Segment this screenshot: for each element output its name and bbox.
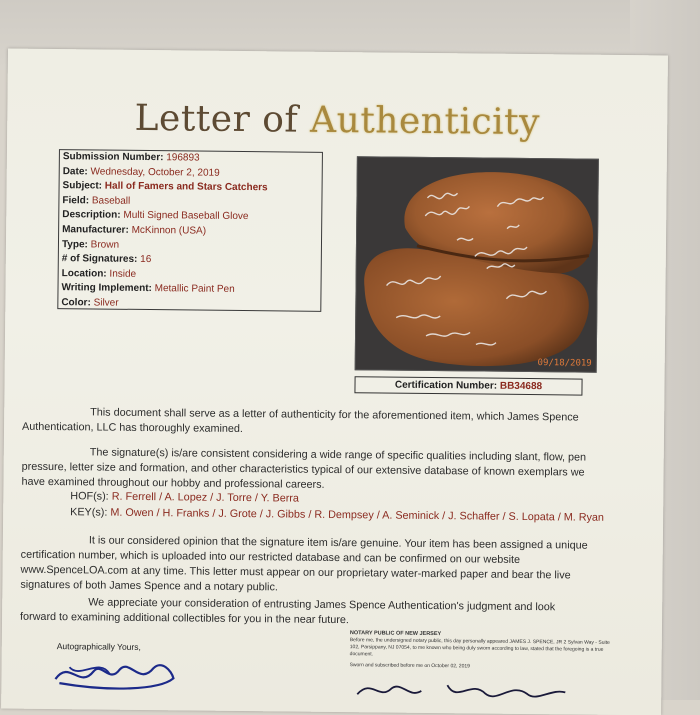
detail-value: 196893 bbox=[166, 152, 200, 164]
paragraph-line: We appreciate your consideration of entrusting James Spence Authentication's judgment and look bbox=[88, 596, 556, 614]
detail-label: Manufacturer: bbox=[62, 224, 129, 236]
hof-value: R. Ferrell / A. Lopez / J. Torre / Y. Berra bbox=[111, 490, 300, 505]
detail-label: Date: bbox=[62, 165, 88, 177]
paragraph-line: Authentication, LLC has thoroughly examined. bbox=[21, 420, 244, 436]
paragraph-2 bbox=[21, 445, 621, 496]
paragraph-line: This document shall serve as a letter of authenticity for the aforementioned item, which James Spence bbox=[90, 406, 579, 424]
title-part2: Authenticity bbox=[309, 99, 541, 144]
detail-label: Subject: bbox=[62, 180, 103, 192]
paragraph-line: forward to examining additional collectibles for you in the near future. bbox=[20, 610, 350, 627]
title-part1: Letter of bbox=[134, 97, 311, 141]
paragraph-1 bbox=[22, 405, 622, 441]
detail-label: Submission Number: bbox=[62, 151, 164, 164]
detail-value: Silver bbox=[93, 297, 119, 309]
paragraph-line: www.SpenceLOA.com at any time. This letter must appear on our proprietary water-marked paper and bear the live bbox=[20, 563, 571, 582]
detail-value: Multi Signed Baseball Glove bbox=[123, 210, 249, 223]
notary-block bbox=[350, 630, 620, 672]
notary-text: Before me, the undersigned notary public, this day personally appeared JAMES J. SPENCE, JR 2 Sylvan Way - Suite 102, Parsippany, NJ 07054, to me known who being duly sworn according to law, stated that the foregoing is a true document. bbox=[349, 637, 610, 658]
certification-number-box bbox=[354, 376, 582, 395]
closing-text: Autographically Yours, bbox=[56, 641, 141, 652]
paragraph-line: pressure, letter size and formation, and other characteristics typical of our extensive database of known exemplars we bbox=[21, 460, 585, 479]
certification-value: BB34688 bbox=[499, 380, 543, 393]
certification-label: Certification Number: bbox=[394, 379, 498, 392]
glove-photo bbox=[355, 156, 599, 373]
detail-label: Color: bbox=[61, 297, 91, 309]
letter-title bbox=[7, 97, 667, 145]
detail-label: Field: bbox=[62, 194, 90, 207]
notary-sworn: Sworn and subscribed before me on October 02, 2019 bbox=[349, 662, 470, 670]
paragraph-4 bbox=[20, 595, 620, 631]
key-label: KEY(s): bbox=[70, 506, 108, 519]
detail-value: Hall of Famers and Stars Catchers bbox=[104, 180, 268, 194]
submission-details-box bbox=[57, 149, 323, 312]
detail-label: Description: bbox=[62, 209, 121, 222]
paragraph-line: have examined throughout our hobby and professional careers. bbox=[21, 475, 325, 491]
notary-heading: NOTARY PUBLIC OF NEW JERSEY bbox=[349, 630, 442, 638]
detail-label: Writing Implement: bbox=[61, 282, 152, 295]
paragraph-line: signatures of both James Spence and a notary public. bbox=[20, 578, 278, 594]
detail-value: 16 bbox=[140, 254, 152, 266]
hof-line bbox=[70, 490, 299, 504]
paragraph-line: It is our considered opinion that the signature item is/are genuine. Your item has been assigned a unique bbox=[88, 534, 588, 552]
detail-label: Type: bbox=[61, 238, 88, 250]
key-value: M. Owen / H. Franks / J. Grote / J. Gibbs / R. Dempsey / A. Seminick / J. Schaffer / S. Lopata / M. Ryan bbox=[110, 506, 605, 524]
detail-value: Wednesday, October 2, 2019 bbox=[90, 166, 220, 179]
photo-date-stamp: 09/18/2019 bbox=[537, 358, 592, 369]
detail-value: Baseball bbox=[91, 195, 131, 207]
hof-label: HOF(s): bbox=[70, 490, 109, 503]
notary-signature bbox=[351, 674, 571, 706]
detail-label: # of Signatures: bbox=[61, 253, 138, 266]
letter-paper bbox=[1, 49, 668, 715]
james-spence-signature bbox=[49, 649, 179, 698]
paragraph-3 bbox=[20, 533, 621, 599]
detail-label: Location: bbox=[61, 267, 107, 280]
paragraph-line: The signature(s) is/are consistent considering a wide range of specific qualities including slant, flow, pen bbox=[89, 446, 587, 464]
paragraph-line: certification number, which is uploaded into our restricted database and can be confirmed on our website bbox=[20, 548, 521, 566]
detail-value: McKinnon (USA) bbox=[131, 224, 207, 237]
key-line bbox=[70, 506, 604, 524]
detail-row bbox=[58, 296, 320, 313]
detail-value: Inside bbox=[109, 268, 137, 280]
baseball-glove-image bbox=[356, 157, 598, 372]
detail-value: Brown bbox=[90, 238, 120, 251]
detail-value: Metallic Paint Pen bbox=[154, 283, 235, 296]
